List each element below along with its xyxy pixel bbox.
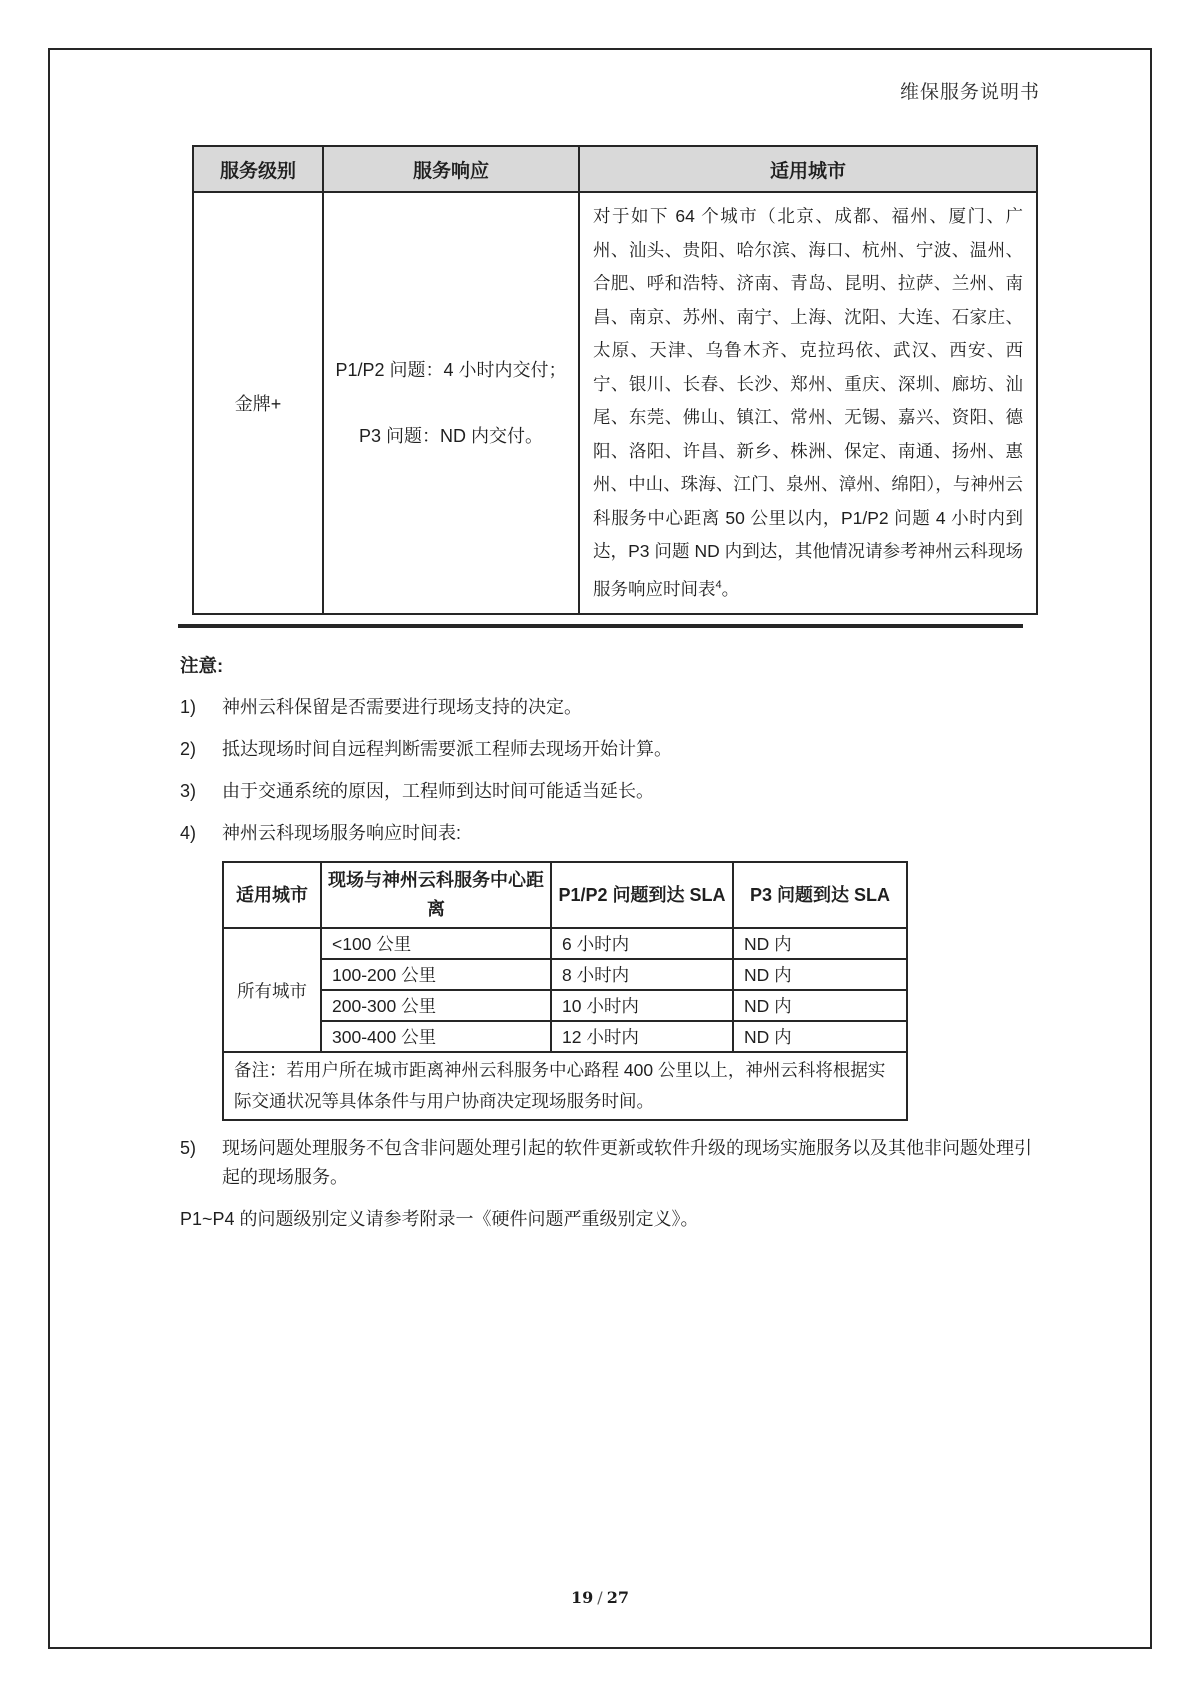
distance-cell: 200-300 公里: [321, 990, 551, 1021]
notes-section: [180, 652, 1032, 1234]
service-level-cell: 金牌+: [193, 192, 323, 614]
table-row: [223, 959, 907, 990]
note-item-4: [180, 819, 1032, 848]
col-header-distance: 现场与神州云科服务中心距离: [321, 862, 551, 928]
response-time-header-row: [223, 862, 907, 928]
col-header-city-scope: 适用城市: [223, 862, 321, 928]
note-text: 由于交通系统的原因，工程师到达时间可能适当延长。: [222, 781, 654, 801]
note-text: 神州云科现场服务响应时间表:: [222, 823, 461, 843]
note-item-1: [180, 693, 1032, 722]
footnote-reference: 4: [715, 578, 722, 591]
page-number-total: 27: [606, 1588, 629, 1607]
table-row: [223, 990, 907, 1021]
note-number: 4): [180, 823, 197, 843]
severity-definition-note: P1~P4 的问题级别定义请参考附录一《硬件问题严重级别定义》。: [180, 1209, 699, 1229]
note-text: 抵达现场时间自远程判断需要派工程师去现场开始计算。: [222, 739, 672, 759]
table-row: [223, 928, 907, 959]
p3-sla-cell: ND 内: [733, 928, 907, 959]
cities-paragraph-end: 。: [721, 578, 740, 599]
section-divider-rule: [178, 624, 1023, 628]
p1p2-sla-cell: 6 小时内: [551, 928, 733, 959]
col-header-service-level: 服务级别: [193, 146, 323, 192]
cities-paragraph: 对于如下 64 个城市（北京、成都、福州、厦门、广州、汕头、贵阳、哈尔滨、海口、杭州、宁波、温州、合肥、呼和浩特、济南、青岛、昆明、拉萨、兰州、南昌、南京、苏州、南宁、上海、沈阳、大连、石家庄、太原、天津、乌鲁木齐、克拉玛依、武汉、西安、西宁、银川、长春、长沙、郑州、重庆、深圳、廊坊、汕尾、东莞、佛山、镇江、常州、无锡、嘉兴、资阳、德阳、洛阳、许昌、新乡、株洲、保定、南通、扬州、惠州、中山、珠海、江门、泉州、漳州、绵阳），与神州云科服务中心距离 50 公里以内，P1/P2 问题 4 小时内到达，P3 问题 ND 内到达，其他情况请参考神州云科现场服务响应时间表: [593, 206, 1023, 599]
page-footer: [0, 1588, 1200, 1607]
distance-cell: 100-200 公里: [321, 959, 551, 990]
p3-sla-cell: ND 内: [733, 959, 907, 990]
note-item-2: [180, 735, 1032, 764]
p1p2-sla-cell: 10 小时内: [551, 990, 733, 1021]
response-p1p2-text: P1/P2 问题：4 小时内交付；: [335, 359, 567, 380]
city-scope-cell: 所有城市: [223, 928, 321, 1052]
col-header-service-response: 服务响应: [323, 146, 579, 192]
p3-sla-cell: ND 内: [733, 990, 907, 1021]
p1p2-sla-cell: 8 小时内: [551, 959, 733, 990]
p1p2-sla-cell: 12 小时内: [551, 1021, 733, 1052]
note-item-3: [180, 777, 1032, 806]
col-header-p3-sla: P3 问题到达 SLA: [733, 862, 907, 928]
response-time-table: [222, 861, 908, 1121]
note-item-5: [180, 1134, 1032, 1192]
distance-cell: 300-400 公里: [321, 1021, 551, 1052]
page-number-separator: /: [597, 1588, 603, 1607]
service-table-header-row: [193, 146, 1037, 192]
applicable-cities-cell: [579, 192, 1037, 614]
note-text: 神州云科保留是否需要进行现场支持的决定。: [222, 697, 582, 717]
table-row: [223, 1021, 907, 1052]
note-number: 3): [180, 781, 197, 801]
p3-sla-cell: ND 内: [733, 1021, 907, 1052]
service-level-table: [192, 145, 1038, 615]
distance-cell: <100 公里: [321, 928, 551, 959]
notes-title: 注意:: [180, 655, 224, 676]
service-response-cell: [323, 192, 579, 614]
table-row: [223, 1052, 907, 1120]
note-number: 1): [180, 697, 197, 717]
col-header-p1p2-sla: P1/P2 问题到达 SLA: [551, 862, 733, 928]
remark-cell: 备注：若用户所在城市距离神州云科服务中心路程 400 公里以上，神州云科将根据实际交通状况等具体条件与用户协商决定现场服务时间。: [223, 1052, 907, 1120]
table-row: [193, 192, 1037, 614]
document-header-title: 维保服务说明书: [899, 81, 1040, 103]
col-header-applicable-cities: 适用城市: [579, 146, 1037, 192]
response-p3-text: P3 问题：ND 内交付。: [358, 425, 544, 446]
note-text: 现场问题处理服务不包含非问题处理引起的软件更新或软件升级的现场实施服务以及其他非问题处理引起的现场服务。: [222, 1138, 1032, 1187]
page-number-current: 19: [571, 1588, 594, 1607]
note-number: 5): [180, 1138, 197, 1158]
note-number: 2): [180, 739, 197, 759]
